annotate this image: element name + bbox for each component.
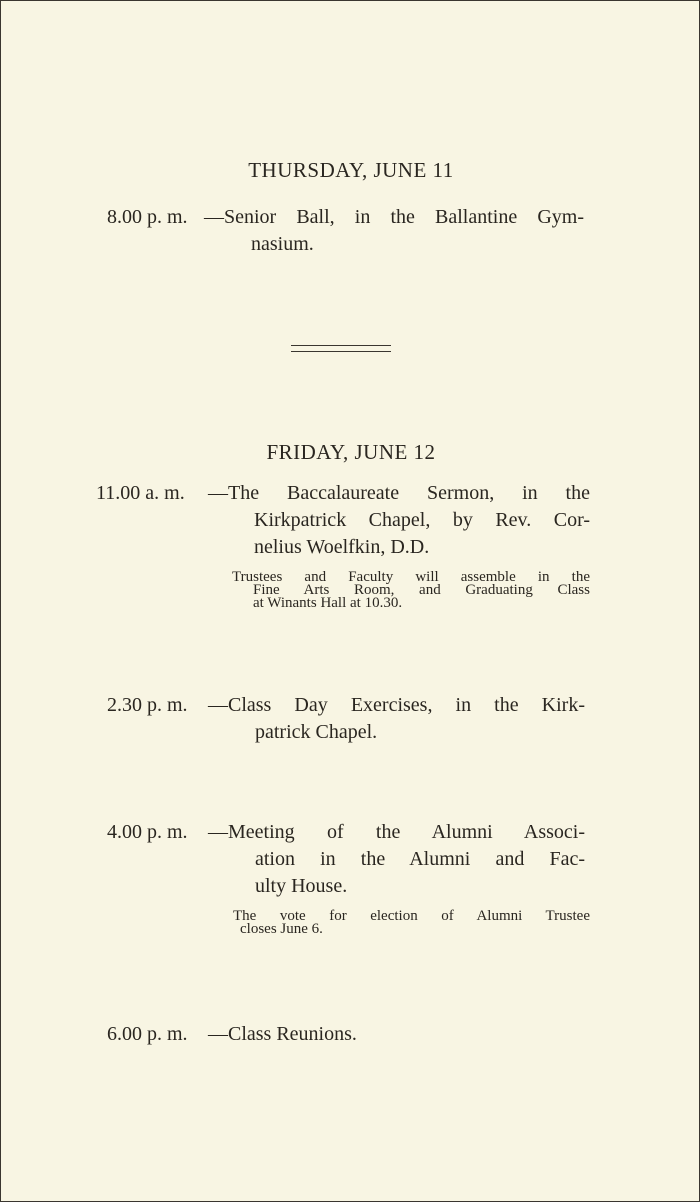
event-description-line: patrick Chapel. <box>255 721 378 743</box>
event-time: 11.00 a. m. <box>96 482 185 504</box>
event-time: 8.00 p. m. <box>107 206 188 228</box>
event-time: 2.30 p. m. <box>107 694 188 716</box>
event-description-line: nasium. <box>251 233 314 255</box>
event-time: 4.00 p. m. <box>107 821 188 843</box>
event-description-line: —Senior Ball, in the Ballantine Gym- <box>204 206 584 228</box>
event-description-line: nelius Woelfkin, D.D. <box>254 536 430 558</box>
event-description-line: Kirkpatrick Chapel, by Rev. Cor- <box>254 509 590 531</box>
section-divider <box>291 345 391 352</box>
event-description-line: —Class Reunions. <box>208 1023 357 1045</box>
event-description-line: —The Baccalaureate Sermon, in the <box>208 482 590 504</box>
event-description-line: —Meeting of the Alumni Associ- <box>208 821 585 843</box>
event-description-line: ation in the Alumni and Fac- <box>255 848 585 870</box>
day-heading-thursday: THURSDAY, JUNE 11 <box>248 158 454 182</box>
day-heading-friday: FRIDAY, JUNE 12 <box>266 440 436 464</box>
event-note: The vote for election of Alumni Trustee closes June 6. <box>233 908 590 937</box>
event-description-line: ulty House. <box>255 875 348 897</box>
event-time: 6.00 p. m. <box>107 1023 188 1045</box>
event-description-line: —Class Day Exercises, in the Kirk- <box>208 694 585 716</box>
event-note: Trustees and Faculty will assemble in the Fine Arts Room, and Graduating Class at Winants Hall at 10.30. <box>232 569 590 611</box>
